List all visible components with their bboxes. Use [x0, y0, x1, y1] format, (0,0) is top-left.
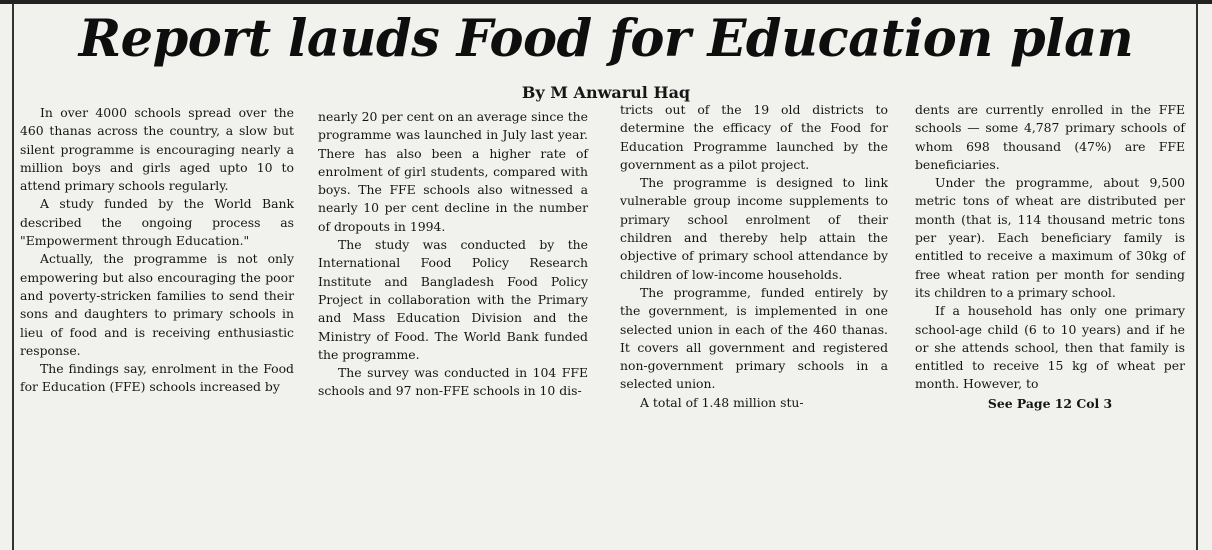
- paragraph: The study was conducted by the International Food Policy Research Institute and Bangladesh Food Policy Project in collaboration with the Primary and Mass Education Division and the Ministry of Food. The World Bank funded the programme.: [318, 237, 588, 362]
- paragraph: A total of 1.48 million stu-: [640, 394, 804, 410]
- byline: By M Anwarul Haq: [521, 83, 691, 102]
- article-column-4: [915, 101, 1185, 413]
- top-rule: [0, 0, 1212, 4]
- paragraph: Under the programme, about 9,500 metric tons of wheat are distributed per month (that is, 114 thousand metric tons per year). Each beneficiary family is entitled to receive a maximum of 30kg of free wheat ration per month for sending its children to a primary school.: [915, 175, 1185, 300]
- paragraph: Actually, the programme is not only empowering but also encouraging the poor and poverty-stricken families to send their sons and daughters to primary schools in lieu of food and is receiving enthusiastic response.: [20, 251, 294, 358]
- paragraph: tricts out of the 19 old districts to determine the efficacy of the Food for Education Programme launched by the government as a pilot project.: [620, 102, 888, 172]
- paragraph: The programme, funded entirely by the government, is implemented in one selected union in each of the 460 thanas. It covers all government and registered non-government primary schools in a selected union.: [620, 284, 888, 392]
- paragraph: In over 4000 schools spread over the 460 thanas across the country, a slow but silent programme is encouraging nearly a million boys and girls aged upto 10 to attend primary schools regularly.: [20, 105, 294, 194]
- article-column-1: [20, 104, 294, 397]
- paragraph: If a household has only one primary school-age child (6 to 10 years) and if he or she attends school, then that family is entitled to receive 15 kg of wheat per month. However, to: [915, 303, 1185, 392]
- paragraph: nearly 20 per cent on an average since the programme was launched in July last year. There has also been a higher rate of enrolment of girl students, compared with boys. The FFE schools also witnessed a nearly 10 per cent decline in the number of dropouts in 1994.: [318, 109, 588, 234]
- paragraph: The findings say, enrolment in the Food for Education (FFE) schools increased by: [20, 361, 294, 395]
- jump-line: See Page 12 Col 3: [987, 395, 1113, 411]
- headline: Report lauds Food for Education plan: [78, 9, 1134, 69]
- article-column-2: [318, 108, 588, 401]
- article-column-3: [620, 101, 888, 412]
- paragraph: The programme is designed to link vulnerable group income supplements to primary school enrolment of their children and thereby help attain the objective of primary school attendance by children of low-income households.: [620, 175, 888, 282]
- paragraph: dents are currently enrolled in the FFE schools — some 4,787 primary schools of whom 698 thousand (47%) are FFE beneficiaries.: [915, 102, 1185, 172]
- paragraph: A study funded by the World Bank described the ongoing process as "Empowerment through Education.": [20, 196, 294, 249]
- paragraph: The survey was conducted in 104 FFE schools and 97 non-FFE schools in 10 dis-: [318, 365, 588, 399]
